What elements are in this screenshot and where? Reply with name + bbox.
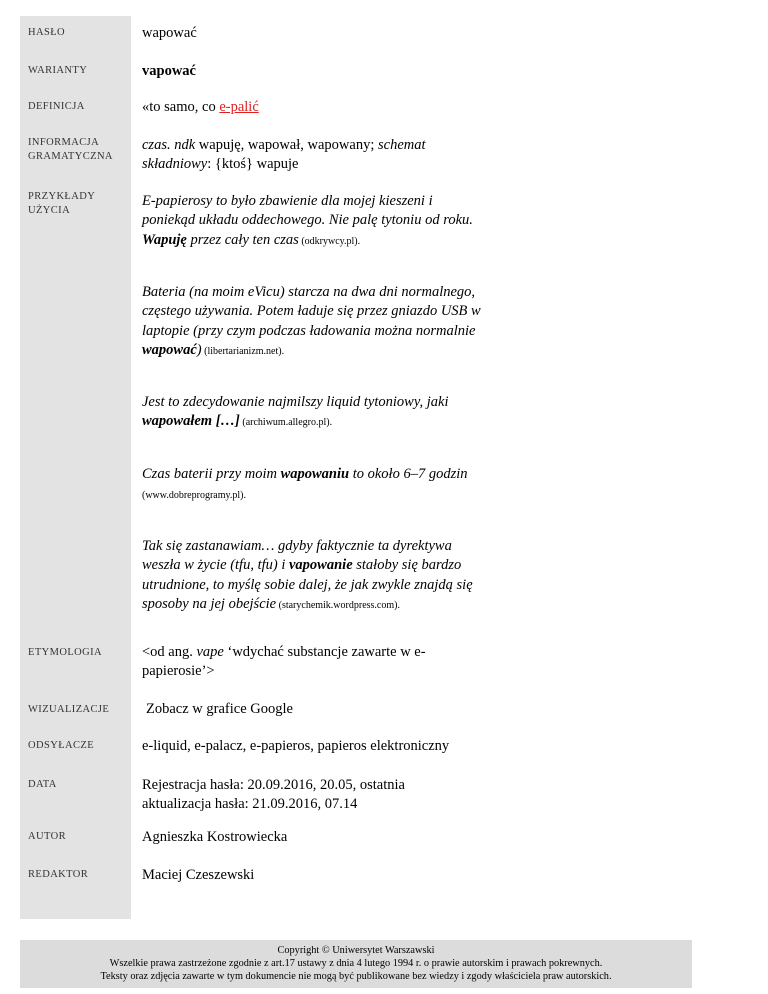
definition-link[interactable]: e-palić <box>219 99 259 115</box>
etymology-suffix: ‘wdychać substancje zawarte w e-papierosie’> <box>142 644 426 679</box>
entry-dates: Rejestracja hasła: 20.09.2016, 20.05, ostatnia aktualizacja hasła: 21.09.2016, 07.14 <box>142 777 405 812</box>
example-4 <box>142 465 487 506</box>
example-3 <box>142 393 487 433</box>
example-keyword: wapować <box>142 342 197 359</box>
copyright-footer <box>20 940 692 988</box>
example-keyword: wapowaniu <box>280 466 350 482</box>
example-text: Bateria (na moim eVicu) starcza na dwa dni normalnego, częstego używania. Potem ładuje się przez gniazdo USB w laptopie (przy czym podczas ładowania można normalnie <box>142 284 481 339</box>
label-przyklady-line1: PRZYKŁADY <box>28 191 96 202</box>
example-keyword: wapowałem <box>142 413 213 430</box>
google-images-link[interactable]: Zobacz w grafice Google <box>146 701 293 717</box>
label-autor: AUTOR <box>28 831 66 842</box>
etymology-prefix: <od ang. <box>142 644 197 660</box>
grammar-schemat-value: : {ktoś} wapuje <box>207 156 299 172</box>
label-definicja: DEFINICJA <box>28 101 85 112</box>
example-2 <box>142 283 487 362</box>
label-redaktor: REDAKTOR <box>28 869 89 880</box>
headword: wapować <box>142 25 197 41</box>
example-text: ) <box>196 342 202 359</box>
grammar-czas-label: czas. ndk <box>142 137 196 153</box>
grammar-forms: wapuję, wapował, wapowany; <box>195 137 378 153</box>
etymology <box>142 643 452 681</box>
label-data: DATA <box>28 779 57 790</box>
example-text: Tak się zastanawiam… gdyby faktycznie ta dyrektywa weszła w życie (tfu, tfu) i <box>142 538 452 574</box>
grammar-schemat-label: schemat składniowy <box>142 137 426 172</box>
example-source: (starychemik.wordpress.com). <box>276 600 400 612</box>
example-text: to około 6–7 godzin <box>349 466 468 482</box>
example-source: (archiwum.allegro.pl). <box>239 417 333 429</box>
example-text: przez cały ten czas <box>186 231 299 248</box>
label-przyklady <box>28 190 128 218</box>
example-5 <box>142 537 487 616</box>
example-text: E-papierosy to było zbawienie dla mojej kieszeni i poniekąd układu oddechowego. Nie palę tytoniu od roku. <box>142 193 473 229</box>
example-1 <box>142 192 487 251</box>
author: Agnieszka Kostrowiecka <box>142 829 288 845</box>
variant: vapować <box>142 63 196 79</box>
footer-notice: Teksty oraz zdjęcia zawarte w tym dokumencie nie mogą być publikowane bez wiedzy i zgody właściciela praw autorskich. <box>100 971 612 983</box>
footer-copyright: Copyright © Uniwersytet Warszawski <box>277 945 435 956</box>
etymology-word: vape <box>196 644 224 660</box>
example-text: […] <box>212 413 240 430</box>
example-keyword: Wapuję <box>142 231 187 248</box>
example-keyword: vapowanie <box>289 557 353 574</box>
label-haslo: HASŁO <box>28 27 66 38</box>
label-gramatyka-line2: GRAMATYCZNA <box>28 151 113 162</box>
label-etymologia: ETYMOLOGIA <box>28 647 102 658</box>
definition <box>142 98 482 117</box>
label-gramatyka <box>28 136 128 164</box>
label-warianty: WARIANTY <box>28 65 88 76</box>
footer-rights: Wszelkie prawa zastrzeżone zgodnie z art.17 ustawy z dnia 4 lutego 1994 r. o prawie autorskim i prawach pokrewnych. <box>109 958 603 970</box>
label-przyklady-line2: UŻYCIA <box>28 205 71 216</box>
example-source: (odkrywcy.pl). <box>298 235 361 247</box>
grammar-info <box>142 136 477 174</box>
example-text: Jest to zdecydowanie najmilszy liquid tytoniowy, jaki <box>142 394 449 410</box>
cross-references: e-liquid, e-palacz, e-papieros, papieros elektroniczny <box>142 738 450 754</box>
label-odsylacze: ODSYŁACZE <box>28 740 95 751</box>
label-gramatyka-line1: INFORMACJA <box>28 137 100 148</box>
label-wizualizacje: WIZUALIZACJE <box>28 704 110 715</box>
example-source: (www.dobreprogramy.pl). <box>142 490 246 502</box>
editor: Maciej Czeszewski <box>142 867 255 883</box>
example-text: Czas baterii przy moim <box>142 466 281 482</box>
example-text: stałoby się bardzo utrudnione, to myślę sobie dalej, że jak zwykle znajdą się sposoby na jej obejście <box>142 557 473 613</box>
example-source: (libertarianizm.net). <box>201 346 285 358</box>
definition-prefix: «to samo, co <box>142 99 220 115</box>
